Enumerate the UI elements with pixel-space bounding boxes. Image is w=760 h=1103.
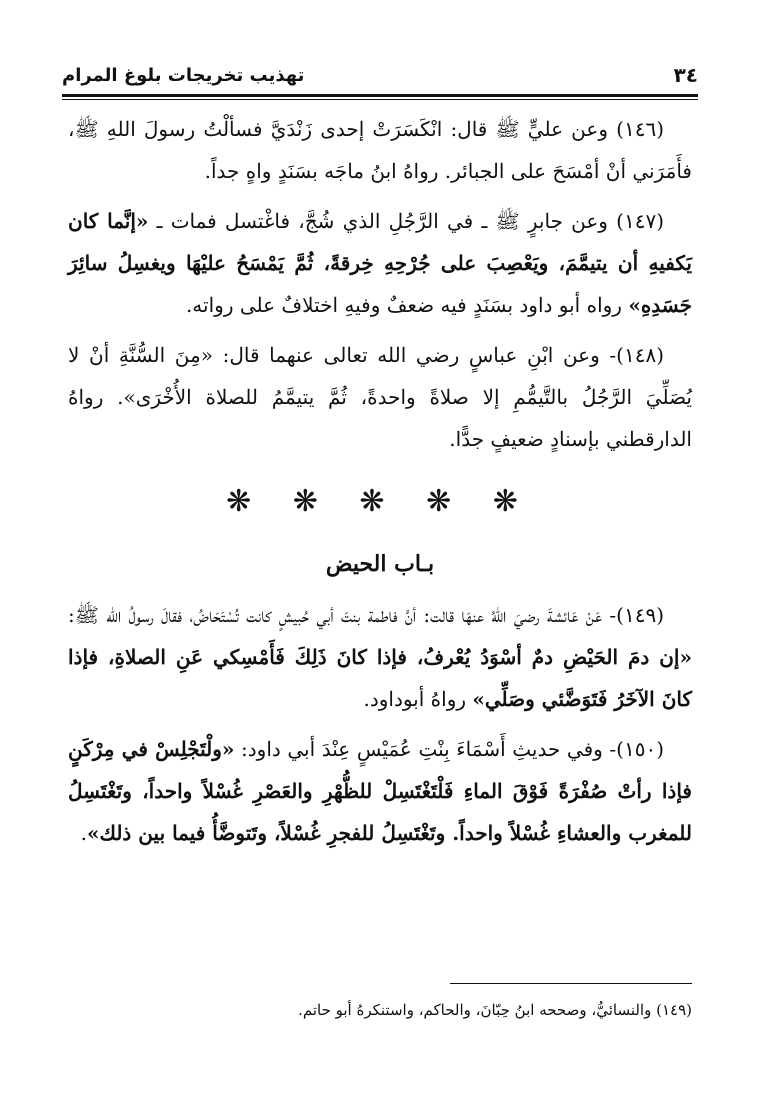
hadith-number: (١٤٨)- — [609, 343, 665, 367]
hadith-number: (١٥٠)- — [609, 737, 664, 761]
hadith-end: . — [80, 821, 87, 845]
hadith-text: وعن عليٍّ ﷺ قال: انْكَسَرَتْ إحدى زَنْدَيَّ فسألْتُ رسولَ اللهِ ﷺ، فأَمَرَني أنْ أمْسَحَ على الجبائر. رواهُ ابنُ ماجَه بسَنَدٍ واهٍ جداً. — [68, 117, 692, 183]
hadith-148 — [68, 334, 692, 460]
hadith-text: وعن جابرٍ ﷺ ـ في الرَّجُلِ الذي شُجَّ، فاغْتسل فمات ـ — [156, 209, 608, 233]
footnote: (١٤٩) والنسائيُّ، وصححه ابنُ حِبّانَ، والحاكم، واستنكرهُ أبو حاتم. — [298, 1001, 692, 1019]
hadith-quote: «ولْتَجْلِسْ في مِرْكَنٍ فإذا رأتْ صُفْرَةً فَوْقَ الماءِ فَلْتَغْتَسِلْ للظُّهْرِ والعَصْرِ غُسْلاً واحداً، وتَغْتَسِلُ للمغرب والعشاءِ غُسْلاً واحداً. وتَغْتَسِلُ للفجرِ غُسْلاً، وتَتوضَّأُ فيما بين ذلك» — [68, 737, 692, 845]
hadith-source: رواهُ أبوداود. — [363, 687, 467, 711]
hadith-150 — [68, 728, 692, 854]
page-number: ٣٤ — [673, 63, 698, 87]
running-header — [62, 58, 698, 92]
section-separator: ❋ ❋ ❋ ❋ ❋ — [226, 484, 534, 519]
hadith-147 — [68, 200, 692, 326]
hadith-text: عَنْ عَائشةَ رضيَ اللهُ عنهَا قالت: أنَّ فاطمة بنتَ أبي حُبيشٍ كانت تُسْتَحَاضُ، فقالَ رسولُ الله ﷺ: — [68, 603, 603, 627]
main-text — [68, 108, 692, 862]
header-rule-thick — [62, 94, 698, 97]
hadith-149 — [68, 594, 692, 720]
hadith-146 — [68, 108, 692, 192]
hadith-quote: «إنَّما كان يَكفيهِ أن يتيمَّمَ، ويَعْصِبَ على جُرْحِهِ خِرقةً، ثُمَّ يَمْسَحُ عليْهَا ويغسِلُ سائِرَ جَسَدِهِ» — [68, 209, 692, 317]
hadith-number: (١٤٦) — [616, 117, 665, 141]
footnote-rule — [450, 983, 692, 984]
chapter-title: بـاب الحيض — [325, 551, 435, 577]
hadith-source: رواه أبو داود بسَنَدٍ فيه ضعفٌ وفيهِ اختلافٌ على رواته. — [185, 293, 622, 317]
hadith-text: وفي حديثِ أَسْمَاءَ بِنْتِ عُمَيْسٍ عِنْدَ أبي داود: — [241, 737, 603, 761]
hadith-quote: «إن دمَ الحَيْضِ دمٌ أسْوَدُ يُعْرفُ، فإذا كانَ ذَلِكَ فَأَمْسِكي عَنِ الصلاةِ، فإذا كانَ الآخَرُ فَتَوَضَّئي وصَلِّي» — [68, 645, 692, 711]
book-title: تهذيب تخريجات بلوغ المرام — [62, 64, 305, 86]
hadith-text: وعن ابْنِ عباسٍ رضي الله تعالى عنهما قال: «مِنَ السُّنَّةِ أنْ لا يُصَلِّيَ الرَّجُلُ بالتَّيمُّمِ إلا صلاةً واحدةً، ثُمَّ يتيمَّمُ للصلاة الأُخْرَى». رواهُ الدارقطني بإسنادٍ ضعيفٍ جدًّا. — [68, 343, 692, 451]
header-rule-thin — [62, 99, 698, 100]
hadith-number: (١٤٧) — [616, 209, 665, 233]
hadith-number: (١٤٩)- — [609, 603, 665, 627]
